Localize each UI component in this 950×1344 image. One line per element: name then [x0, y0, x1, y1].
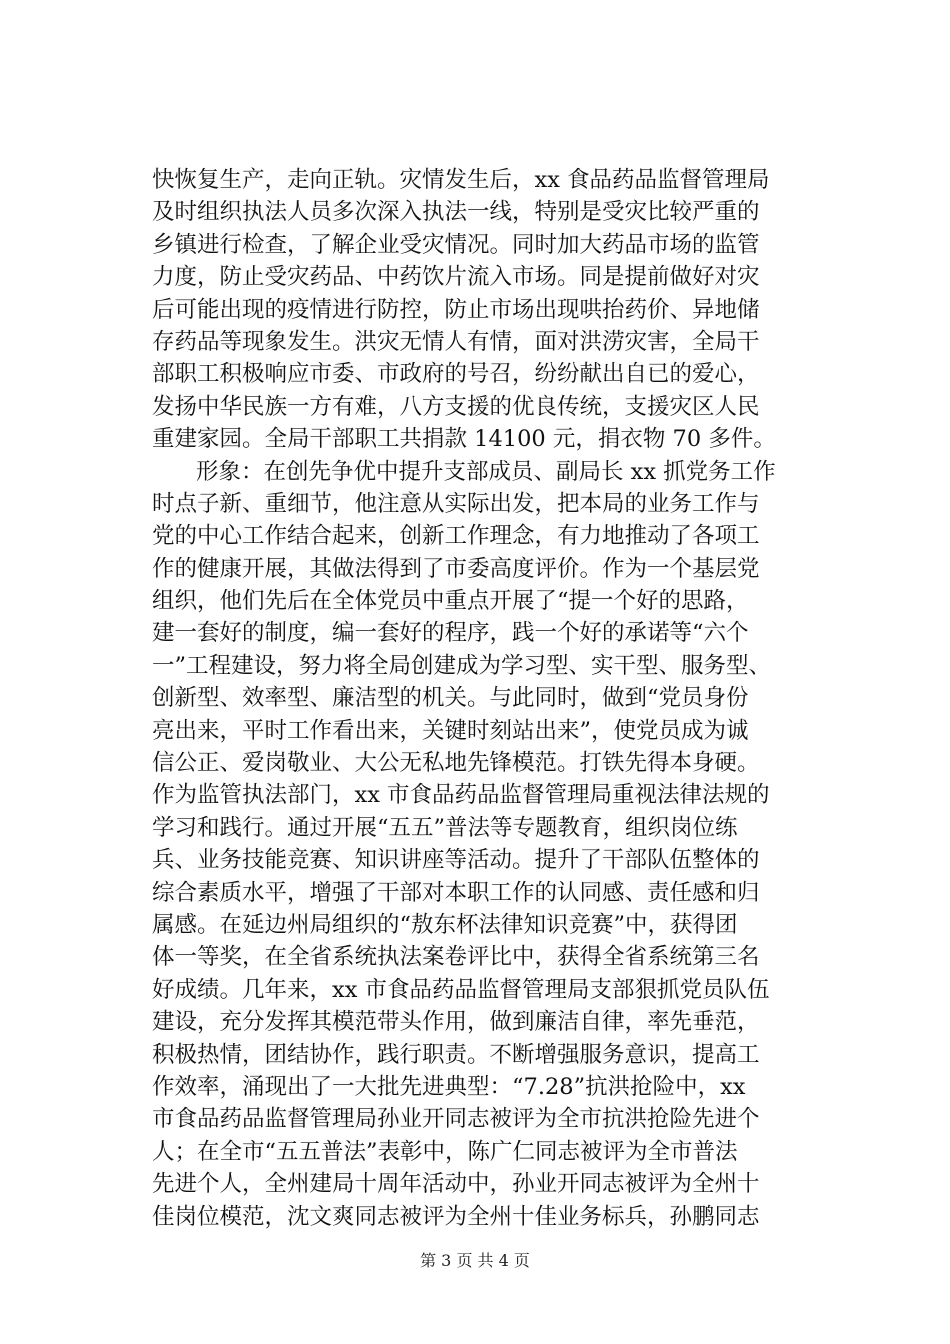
- text-line: 作为监管执法部门，xx 市食品药品监督管理局重视法律法规的: [152, 782, 770, 809]
- text-line: 创新型、效率型、廉洁型的机关。与此同时，做到“党员身份: [152, 685, 749, 712]
- text-line: 及时组织执法人员多次深入执法一线，特别是受灾比较严重的: [152, 199, 760, 226]
- text-line: 积极热情，团结协作，践行职责。不断增强服务意识，提高工: [152, 1041, 760, 1068]
- text-line: 先进个人，全州建局十周年活动中，孙业开同志被评为全州十: [152, 1171, 760, 1198]
- text-line: 作的健康开展，其做法得到了市委高度评价。作为一个基层党: [152, 555, 760, 582]
- text-line: 佳岗位模范，沈文爽同志被评为全州十佳业务标兵，孙鹏同志: [152, 1203, 760, 1230]
- text-line: 快恢复生产，走向正轨。灾情发生后，xx 食品药品监督管理局: [152, 167, 770, 193]
- text-line: 后可能出现的疫情进行防控，防止市场出现哄抬药价、异地储: [152, 296, 760, 323]
- text-line: 属感。在延边州局组织的“敖东杯法律知识竞赛”中，获得团: [152, 911, 738, 938]
- text-line: 重建家园。全局干部职工共捐款 14100 元，捐衣物 70 多件。: [152, 426, 776, 453]
- text-line: 市食品药品监督管理局孙业开同志被评为全市抗洪抢险先进个: [152, 1106, 760, 1133]
- text-line: 党的中心工作结合起来，创新工作理念，有力地推动了各项工: [152, 523, 760, 550]
- text-line: 综合素质水平，增强了干部对本职工作的认同感、责任感和归: [152, 879, 760, 906]
- text-line: 存药品等现象发生。洪灾无情人有情，面对洪涝灾害，全局干: [152, 328, 760, 355]
- text-line: 力度，防止受灾药品、中药饮片流入市场。同是提前做好对灾: [152, 264, 760, 291]
- text-line: 组织，他们先后在全体党员中重点开展了“提一个好的思路，: [152, 588, 749, 615]
- text-line: 建设，充分发挥其模范带头作用，做到廉洁自律，率先垂范，: [152, 1009, 760, 1036]
- text-line: 一”工程建设，努力将全局创建成为学习型、实干型、服务型、: [152, 652, 772, 679]
- text-line: 时点子新、重细节，他注意从实际出发，把本局的业务工作与: [152, 490, 760, 517]
- page-number-footer: 第 3 页 共 4 页: [420, 1251, 530, 1270]
- text-line: 发扬中华民族一方有难，八方支援的优良传统，支援灾区人民: [152, 393, 760, 420]
- text-line: 体一等奖，在全省系统执法案卷评比中，获得全省系统第三名: [152, 944, 760, 971]
- text-line: 建一套好的制度，编一套好的程序，践一个好的承诺等“六个: [152, 620, 749, 647]
- text-line: 好成绩。几年来，xx 市食品药品监督管理局支部狠抓党员队伍: [152, 976, 770, 1003]
- paragraph-start-line: 形象：在创先争优中提升支部成员、副局长 xx 抓党务工作: [196, 458, 776, 485]
- text-line: 人；在全市“五五普法”表彰中，陈广仁同志被评为全市普法: [152, 1138, 738, 1165]
- text-line: 部职工积极响应市委、市政府的号召，纷纷献出自已的爱心，: [152, 361, 760, 388]
- text-line: 学习和践行。通过开展“五五”普法等专题教育，组织岗位练: [152, 814, 738, 841]
- text-line: 亮出来，平时工作看出来，关键时刻站出来”，使党员成为诚: [152, 717, 749, 744]
- body-text: [152, 164, 812, 1233]
- text-line: 乡镇进行检查，了解企业受灾情况。同时加大药品市场的监管: [152, 231, 760, 258]
- text-line: 兵、业务技能竞赛、知识讲座等活动。提升了干部队伍整体的: [152, 847, 760, 874]
- text-line: 信公正、爱岗敬业、大公无私地先锋模范。打铁先得本身硬。: [152, 750, 760, 777]
- text-line: 作效率，涌现出了一大批先进典型：“7.28”抗洪抢险中，xx: [152, 1073, 746, 1100]
